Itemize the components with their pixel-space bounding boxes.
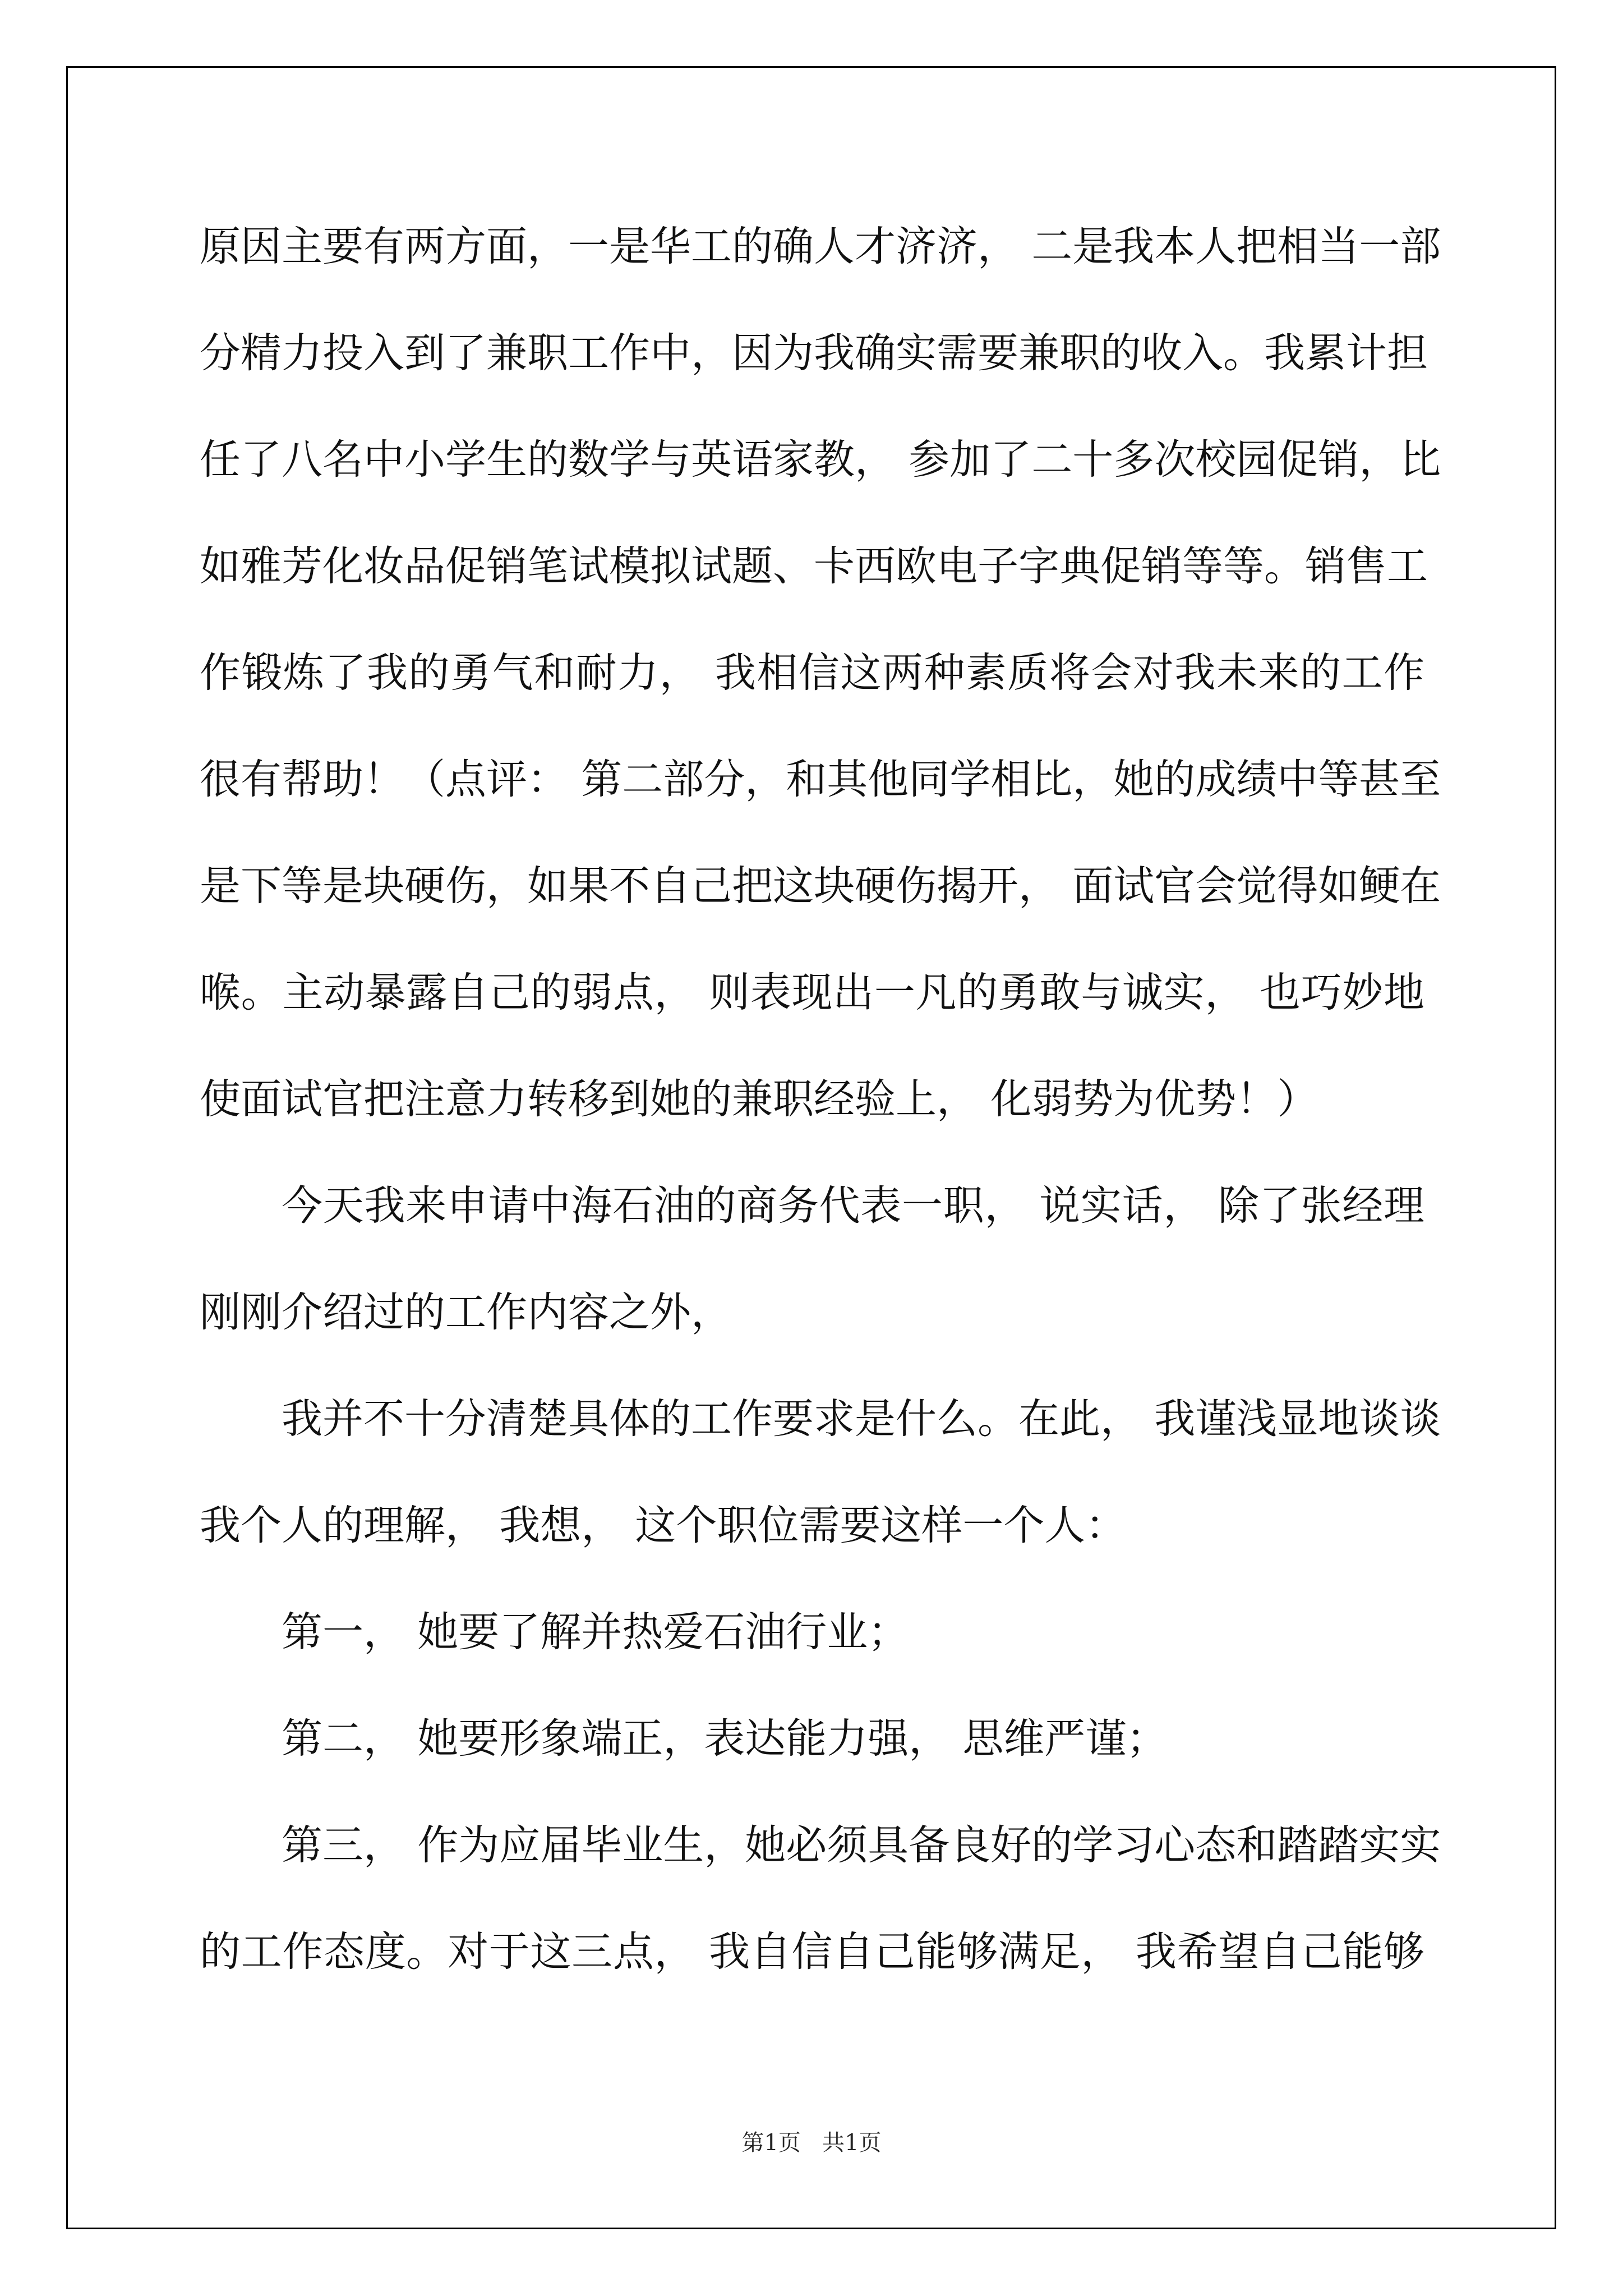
text-line: 使面试官把注意力转移到她的兼职经验上， 化弱势为优势！） [200, 1075, 1318, 1123]
paragraph-first-line: 我并不十分清楚具体的工作要求是什么。在此， 我谨浅显地谈谈 [282, 1395, 1441, 1443]
text-line: 喉。主动暴露自己的弱点， 则表现出一凡的勇敢与诚实， 也巧妙地 [200, 969, 1424, 1016]
paragraph-first-line: 今天我来申请中海石油的商务代表一职， 说实话， 除了张经理 [282, 1182, 1424, 1230]
text-line: 是下等是块硬伤，如果不自己把这块硬伤揭开， 面试官会觉得如鲠在 [200, 862, 1441, 910]
text-line: 我个人的理解， 我想， 这个职位需要这样一个人： [200, 1502, 1127, 1549]
text-line: 如雅芳化妆品促销笔试模拟试题、卡西欧电子字典促销等等。销售工 [200, 542, 1428, 590]
text-line: 任了八名中小学生的数学与英语家教， 参加了二十多次校园促销，比 [200, 436, 1441, 484]
page-border [66, 66, 1556, 2229]
text-line: 原因主要有两方面，一是华工的确人才济济， 二是我本人把相当一部 [200, 223, 1441, 270]
list-item-second: 第二， 她要形象端正，表达能力强， 思维严谨； [282, 1715, 1168, 1763]
list-item-third: 第三， 作为应届毕业生，她必须具备良好的学习心态和踏踏实实 [282, 1821, 1441, 1869]
text-line: 的工作态度。对于这三点， 我自信自己能够满足， 我希望自己能够 [200, 1928, 1424, 1976]
page-number-footer: 第1页 共1页 [741, 2130, 882, 2156]
text-line: 分精力投入到了兼职工作中，因为我确实需要兼职的收入。我累计担 [200, 329, 1428, 377]
text-line: 作锻炼了我的勇气和耐力， 我相信这两种素质将会对我未来的工作 [200, 649, 1424, 697]
list-item-first: 第一， 她要了解并热爱石油行业； [282, 1608, 909, 1656]
text-line: 很有帮助！（点评： 第二部分，和其他同学相比，她的成绩中等甚至 [200, 756, 1441, 803]
text-line: 刚刚介绍过的工作内容之外， [200, 1289, 732, 1336]
